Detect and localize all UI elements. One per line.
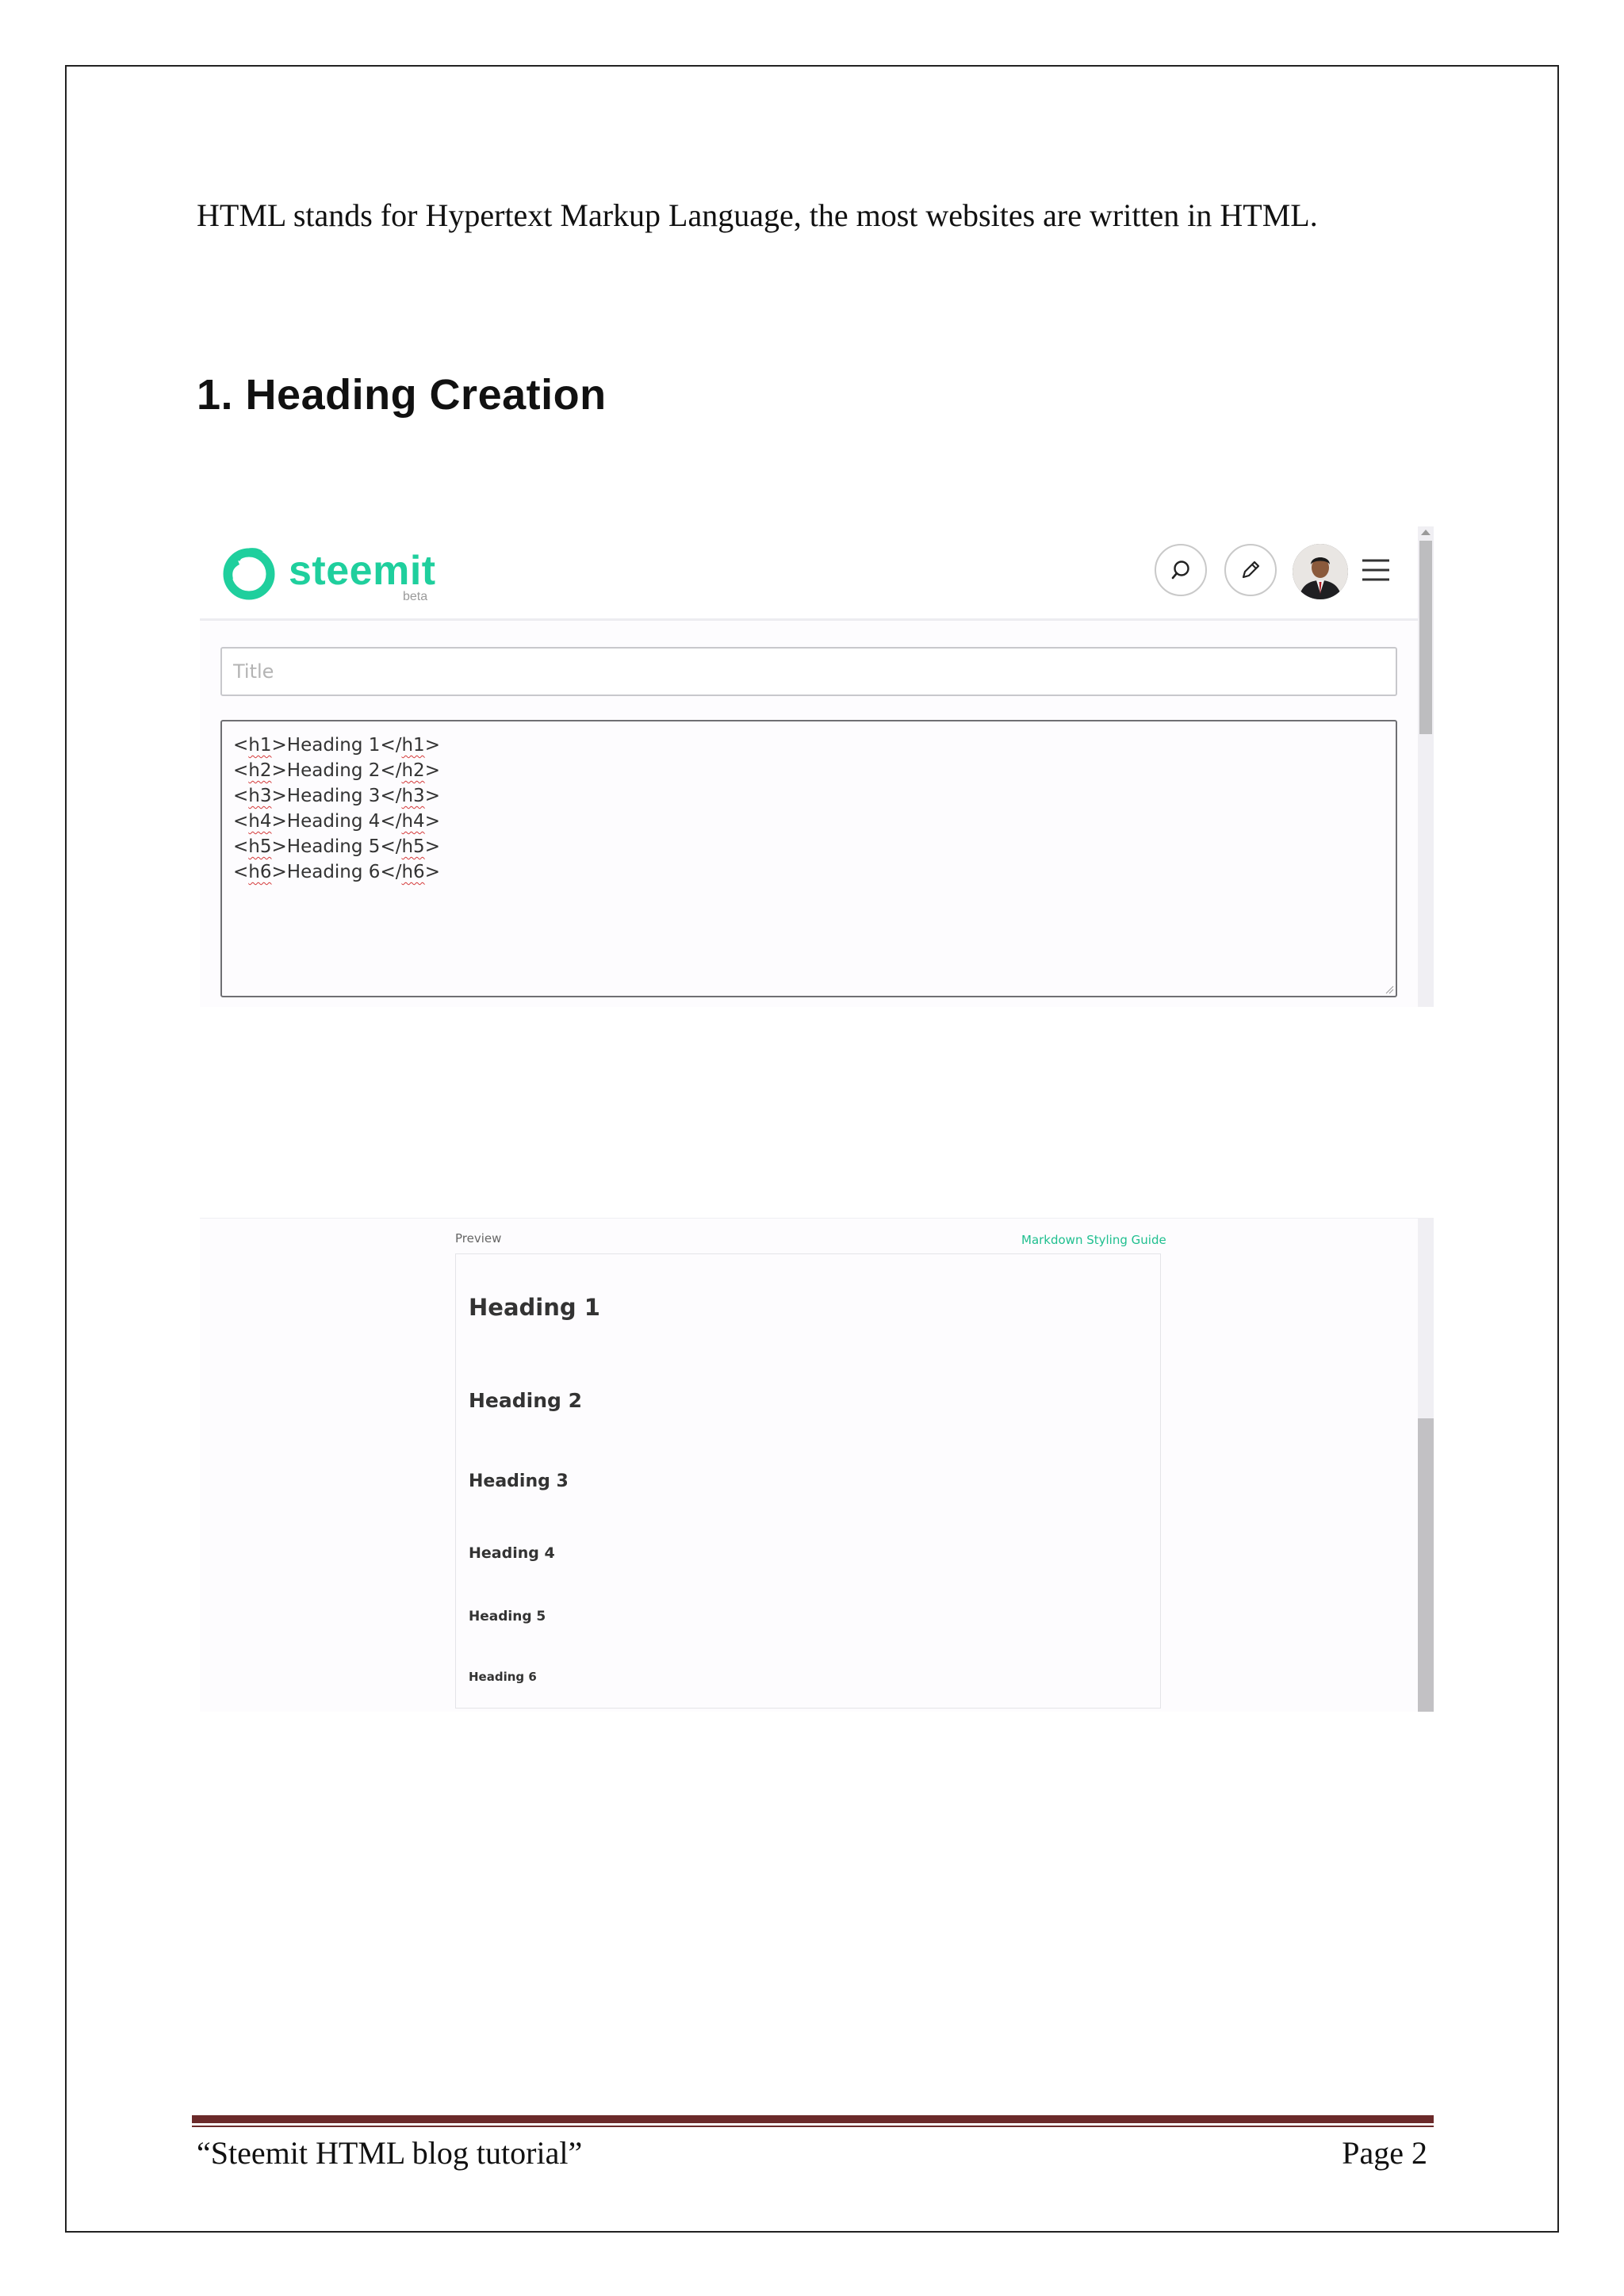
footer-rule-thin bbox=[192, 2126, 1434, 2127]
preview-heading-2: Heading 2 bbox=[469, 1389, 583, 1412]
preview-heading-3: Heading 3 bbox=[469, 1471, 569, 1491]
resize-grip-icon[interactable] bbox=[1385, 985, 1394, 994]
scrollbar-thumb[interactable] bbox=[1419, 541, 1432, 734]
code-line: <h1>Heading 1</h1> bbox=[233, 735, 440, 756]
code-text: Heading 4 bbox=[286, 811, 381, 832]
tag-close: h4 bbox=[401, 811, 425, 832]
code-line: <h4>Heading 4</h4> bbox=[233, 811, 440, 832]
code-line: <h6>Heading 6</h6> bbox=[233, 862, 440, 882]
code-text: Heading 1 bbox=[286, 735, 381, 756]
section-heading: 1. Heading Creation bbox=[197, 371, 607, 419]
editor-header bbox=[200, 526, 1418, 621]
code-text: Heading 5 bbox=[286, 836, 381, 857]
steemit-logo-icon[interactable] bbox=[219, 544, 276, 601]
tag-open: h2 bbox=[248, 760, 272, 781]
search-button[interactable] bbox=[1155, 544, 1207, 596]
preview-panel bbox=[455, 1253, 1161, 1709]
pencil-icon bbox=[1239, 558, 1262, 582]
post-body-textarea[interactable] bbox=[220, 720, 1397, 997]
tag-open: h1 bbox=[248, 735, 272, 756]
editor-screenshot bbox=[200, 526, 1434, 1007]
tag-open: h3 bbox=[248, 786, 272, 806]
tag-open: h6 bbox=[248, 862, 272, 882]
tag-close: h6 bbox=[401, 862, 425, 882]
markdown-styling-guide-link[interactable]: Markdown Styling Guide bbox=[1021, 1233, 1166, 1247]
preview-heading-4: Heading 4 bbox=[469, 1544, 555, 1562]
code-line: <h2>Heading 2</h2> bbox=[233, 760, 440, 781]
write-post-button[interactable] bbox=[1224, 544, 1277, 596]
code-text: Heading 6 bbox=[286, 862, 381, 882]
preview-heading-1: Heading 1 bbox=[469, 1294, 600, 1321]
post-title-input[interactable] bbox=[220, 647, 1397, 696]
code-text: Heading 3 bbox=[286, 786, 381, 806]
search-icon bbox=[1169, 558, 1193, 582]
footer-rule bbox=[192, 2115, 1434, 2123]
code-text: Heading 2 bbox=[286, 760, 381, 781]
tag-open: h5 bbox=[248, 836, 272, 857]
steemit-wordmark[interactable]: steemit bbox=[289, 548, 436, 594]
user-avatar[interactable] bbox=[1293, 544, 1348, 599]
tag-close: h3 bbox=[401, 786, 425, 806]
code-line: <h5>Heading 5</h5> bbox=[233, 836, 440, 857]
footer-page-number: Page 2 bbox=[1342, 2135, 1427, 2171]
hamburger-menu-icon[interactable] bbox=[1358, 552, 1394, 588]
avatar-photo-icon bbox=[1293, 544, 1348, 599]
tag-close: h2 bbox=[401, 760, 425, 781]
preview-screenshot bbox=[200, 1218, 1434, 1712]
preview-heading-5: Heading 5 bbox=[469, 1609, 546, 1624]
preview-label: Preview bbox=[455, 1231, 502, 1246]
footer-document-title: “Steemit HTML blog tutorial” bbox=[197, 2135, 583, 2171]
tag-close: h1 bbox=[401, 735, 425, 756]
code-line: <h3>Heading 3</h3> bbox=[233, 786, 440, 806]
tag-open: h4 bbox=[248, 811, 272, 832]
scrollbar-thumb[interactable] bbox=[1418, 1418, 1434, 1712]
tag-close: h5 bbox=[401, 836, 425, 857]
scroll-up-arrow-icon[interactable] bbox=[1421, 530, 1431, 535]
preview-heading-6: Heading 6 bbox=[469, 1670, 537, 1684]
intro-paragraph: HTML stands for Hypertext Markup Language, the most websites are written in HTML. bbox=[197, 197, 1318, 233]
beta-badge: beta bbox=[403, 590, 428, 603]
